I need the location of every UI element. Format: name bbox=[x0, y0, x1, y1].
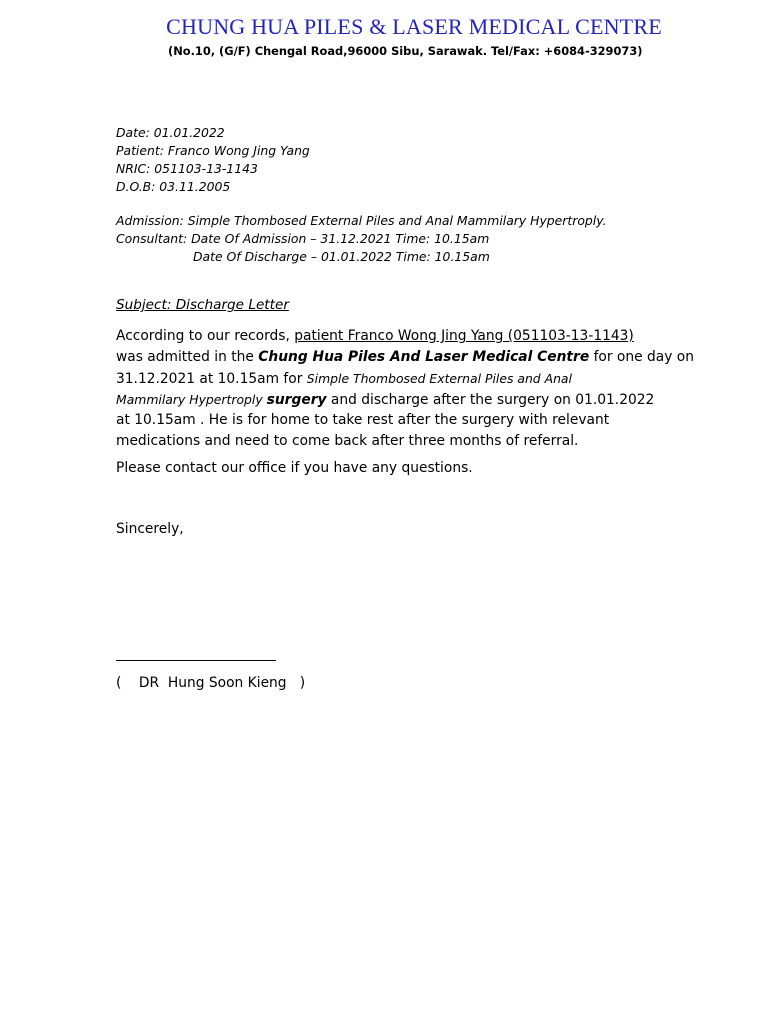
consultant-line: Consultant: Date Of Admission – 31.12.2021 Time: 10.15am bbox=[116, 231, 490, 246]
subject-heading: Subject: Discharge Letter bbox=[116, 297, 289, 313]
body-text: 31.12.2021 at 10.15am for bbox=[116, 371, 307, 387]
body-line-3 bbox=[116, 368, 664, 389]
body-line-2 bbox=[116, 347, 694, 368]
surgery-word: surgery bbox=[266, 392, 327, 408]
patient-name: Patient: Franco Wong Jing Yang bbox=[116, 143, 310, 158]
discharge-line: Date Of Discharge – 01.01.2022 Time: 10.15am bbox=[193, 249, 490, 264]
body-text: for one day on bbox=[589, 349, 694, 365]
patient-info-block bbox=[116, 124, 310, 196]
clinic-reference: Chung Hua Piles And Laser Medical Centre bbox=[258, 349, 590, 365]
body-line-5: at 10.15am . He is for home to take rest after the surgery with relevant bbox=[116, 412, 610, 428]
patient-reference: patient Franco Wong Jing Yang (051103-13-1143) bbox=[294, 328, 634, 344]
clinic-name: CHUNG HUA PILES & LASER MEDICAL CENTRE bbox=[166, 14, 662, 39]
body-line-6: medications and need to come back after three months of referral. bbox=[116, 433, 579, 449]
body-line-1 bbox=[116, 326, 664, 347]
contact-note: Please contact our office if you have any questions. bbox=[116, 460, 473, 476]
diagnosis-text: Mammilary Hypertroply bbox=[116, 392, 267, 407]
body-paragraph bbox=[116, 326, 694, 452]
clinic-address: (No.10, (G/F) Chengal Road,96000 Sibu, Sarawak. Tel/Fax: +6084-329073) bbox=[168, 44, 643, 58]
closing: Sincerely, bbox=[116, 521, 184, 537]
doctor-name: ( DR Hung Soon Kieng ) bbox=[116, 675, 306, 691]
patient-dob: D.O.B: 03.11.2005 bbox=[116, 179, 231, 194]
signature-line bbox=[116, 660, 276, 661]
body-text: and discharge after the surgery on 01.01.2022 bbox=[326, 392, 655, 408]
body-line-4 bbox=[116, 389, 664, 410]
diagnosis-text: Simple Thombosed External Piles and Anal bbox=[306, 371, 572, 386]
body-text: According to our records, bbox=[116, 328, 295, 344]
patient-nric: NRIC: 051103-13-1143 bbox=[116, 161, 258, 176]
body-text: was admitted in the bbox=[116, 349, 259, 365]
letter-date: Date: 01.01.2022 bbox=[116, 125, 225, 140]
admission-block bbox=[116, 212, 607, 266]
admission-line: Admission: Simple Thombosed External Piles and Anal Mammilary Hypertroply. bbox=[116, 213, 607, 228]
